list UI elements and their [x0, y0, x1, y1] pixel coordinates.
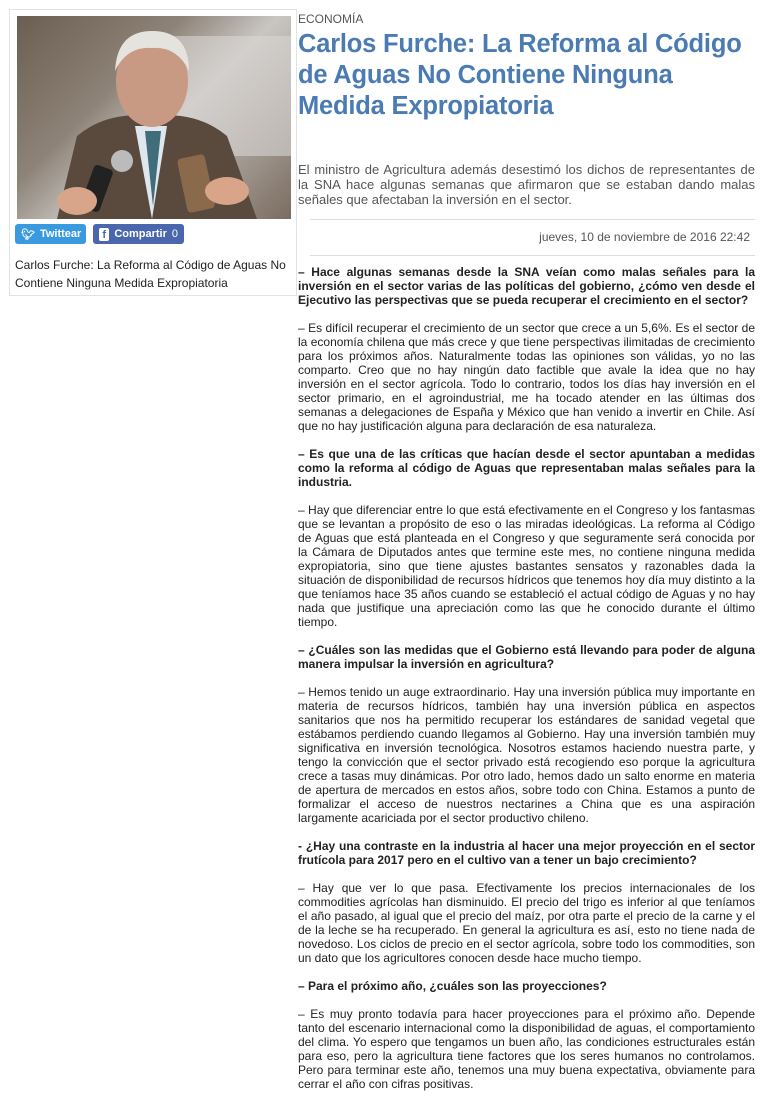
article-lede: El ministro de Agricultura además desestimó los dichos de representantes de la SNA hace algunas semanas que afirmaron que se estaban dando malas señales que afectaban la inversión en el sector. — [298, 162, 755, 207]
photo-card — [9, 9, 297, 296]
category-label[interactable]: ECONOMÍA — [298, 12, 364, 26]
interview-answer: – Hay que diferenciar entre lo que está efectivamente en el Congreso y los fantasmas que se levantan a propósito de eso o las miradas ideológicas. La reforma al Código de Aguas que está planteada en el Congreso y que seguramente será conocida por la Cámara de Diputados antes que termine este mes, no contiene ninguna medida expropiatoria, sino que tiene ajustes bastantes sensatos y razonables dada la situación de disponibilidad de recursos hídricos que tenemos hoy día muy distinto a la que teníamos hace 35 años cuando se estableció el actual código de Aguas y no hay nada que justifique una apreciación como las que he conocido durante el último tiempo. — [298, 503, 755, 629]
twitter-label: Twittear — [39, 228, 82, 240]
article — [298, 10, 755, 1105]
photo-caption: Carlos Furche: La Reforma al Código de Aguas No Contiene Ninguna Medida Expropiatoria — [15, 258, 286, 290]
interview-question: – Para el próximo año, ¿cuáles son las proyecciones? — [298, 979, 607, 993]
interview-answer: – Es muy pronto todavía para hacer proyecciones para el próximo año. Depende tanto del escenario internacional como la disponibilidad de aguas, el comportamiento del clima. Yo espero que tengamos un buen año, las condiciones estructurales están para eso, pero la agricultura tiene factores que los seres humanos no controlamos. Pero para terminar este año, tenemos una muy buena expectativa, obviamente para cerrar el año con cifras positivas. — [298, 1007, 755, 1091]
article-body — [298, 265, 755, 1091]
publish-date: jueves, 10 de noviembre de 2016 22:42 — [539, 230, 750, 244]
twitter-icon: 🐦︎ — [21, 228, 35, 241]
divider — [310, 219, 755, 220]
interview-question: – Es que una de las críticas que hacían desde el sector apuntaban a medidas como la reforma al código de Aguas que representaban malas señales para la industria. — [298, 447, 755, 489]
facebook-icon: f — [99, 228, 109, 241]
facebook-share-button[interactable] — [93, 224, 184, 244]
interview-question: – ¿Cuáles son las medidas que el Gobierno está llevando para poder de alguna manera impulsar la inversión en agricultura? — [298, 643, 755, 671]
divider — [310, 255, 755, 256]
person-photo-icon — [17, 16, 291, 219]
share-count: 0 — [171, 228, 178, 240]
twitter-share-button[interactable] — [15, 224, 86, 244]
article-photo — [17, 16, 291, 219]
interview-answer: – Es difícil recuperar el crecimiento de un sector que crece a un 5,6%. Es el sector de la economía chilena que más crece y que tiene perspectivas ilimitadas de crecimiento para los próximos años. Naturalmente todas las opiniones son válidas, yo no las comparto. Creo que no hay ningún dato factible que avale la idea que no hay inversión en el sector agrícola. Todo lo contrario, todos los días hay inversión en el sector primario, en el agroindustrial, me ha tocado atender en las últimas dos semanas a delegaciones de España y México que han venido a invertir en Chile. Así que no hay justificación alguna para declaración de esa naturaleza. — [298, 321, 755, 433]
facebook-label: Compartir — [114, 228, 167, 240]
interview-question: - ¿Hay una contraste en la industria al hacer una mejor proyección en el sector frutícola para 2017 pero en el cultivo van a tener un bajo crecimiento? — [298, 839, 755, 867]
article-title: Carlos Furche: La Reforma al Código de Aguas No Contiene Ninguna Medida Expropiatoria — [298, 30, 742, 120]
interview-answer: – Hay que ver lo que pasa. Efectivamente los precios internacionales de los commodities agrícolas han disminuido. El precio del trigo es inferior al que teníamos el año pasado, al igual que el precio del maíz, por otra parte el precio de la carne y el de la leche se ha recuperado. En general la agricultura es así, esto no tiene nada de novedoso. Los ciclos de precio en el sector agrícola, sobre todo los commodities, son un dato que los agricultores conocen desde hace mucho tiempo. — [298, 881, 755, 965]
interview-answer: – Hemos tenido un auge extraordinario. Hay una inversión pública muy importante en materia de recursos hídricos, también hay una inversión pública en aspectos sanitarios que nos ha permitido recuperar los estándares de sanidad vegetal que estábamos perdiendo cuando llegamos al Gobierno. Hay una inversión también muy significativa en inversión tecnológica. Nosotros estamos haciendo nuestra parte, y tengo la convicción que el sector privado está recogiendo eso porque la agricultura crece a tasas muy dinámicas. Por otro lado, hemos dado un salto enorme en materia de apertura de mercados en estos años, sobre todo con China. Estamos a punto de formalizar el acceso de nuestros nectarines a China que es una aspiración largamente acariciada por el sector productivo chileno. — [298, 685, 755, 825]
interview-question: – Hace algunas semanas desde la SNA veían como malas señales para la inversión en el sector varias de las políticas del gobierno, ¿cómo ven desde el Ejecutivo las perspectivas que se pueda recuperar el crecimiento en el sector? — [298, 265, 755, 307]
